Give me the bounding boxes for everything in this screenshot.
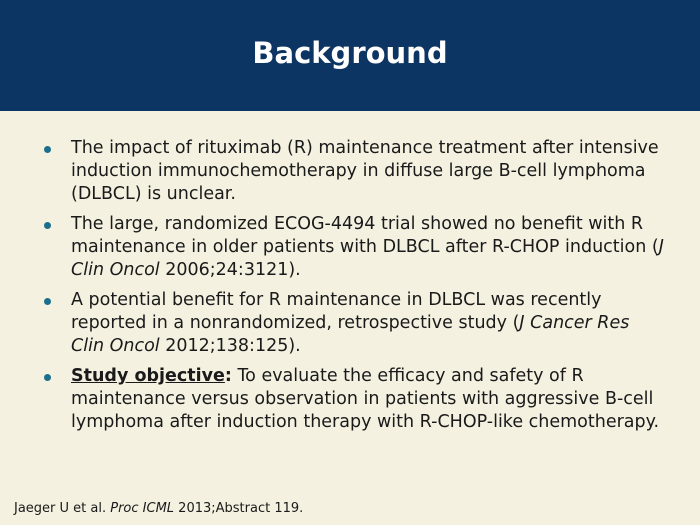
bullet-item bbox=[44, 289, 664, 358]
bullet-text-end: 2012;138:125). bbox=[159, 336, 301, 356]
bullet-list bbox=[44, 137, 664, 441]
bullet-item bbox=[44, 365, 664, 434]
bullet-text: The large, randomized ECOG-4494 trial showed no benefit with R maintenance in older patients with DLBCL after R-CHOP induction ( bbox=[71, 214, 659, 257]
citation bbox=[14, 501, 303, 517]
journal-name: J Clin Oncol bbox=[71, 237, 664, 280]
bullet-text-end: 2006;24:3121). bbox=[159, 260, 301, 280]
bullet-text: To evaluate the efficacy and safety of R maintenance versus observation in patients with aggressive B-cell lymphoma after induction therapy with R-CHOP-like chemotherapy. bbox=[71, 366, 660, 432]
study-objective-label: Study objective bbox=[71, 366, 225, 386]
journal-name: J Cancer Res Clin Oncol bbox=[71, 313, 630, 356]
citation-journal: Proc ICML bbox=[110, 501, 175, 516]
slide-title: Background bbox=[252, 35, 448, 70]
bullet-text: The impact of rituximab (R) maintenance treatment after intensive induction immunochemotherapy in diffuse large B-cell lymphoma (DLBCL) is unclear. bbox=[71, 138, 659, 204]
bullet-text: A potential benefit for R maintenance in DLBCL was recently reported in a nonrandomized, retrospective study ( bbox=[71, 290, 602, 333]
study-objective-colon: : bbox=[224, 366, 232, 386]
citation-authors: Jaeger U et al. bbox=[14, 501, 111, 516]
title-bar bbox=[0, 0, 700, 111]
citation-details: 2013;Abstract 119. bbox=[174, 501, 304, 516]
bullet-item bbox=[44, 213, 664, 282]
bullet-dot-icon bbox=[44, 222, 51, 229]
bullet-item bbox=[44, 137, 664, 206]
bullet-dot-icon bbox=[44, 374, 51, 381]
bullet-dot-icon bbox=[44, 146, 51, 153]
bullet-dot-icon bbox=[44, 298, 51, 305]
